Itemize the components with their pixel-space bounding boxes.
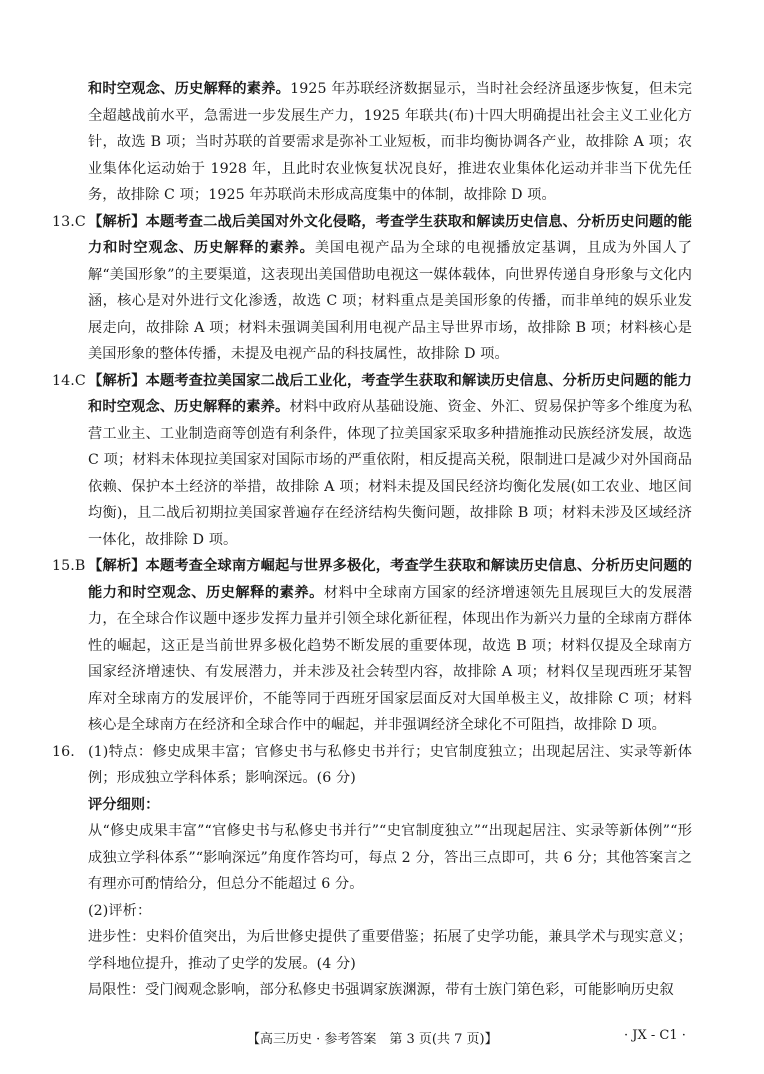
q14-analysis-bold: 【解析】本题考查拉美国家二战后工业化，考查学生获取和解读历史信息、分析历史问题的能力和时空观念、历史解释的素养。 bbox=[88, 372, 692, 415]
prev-lead-bold: 和时空观念、历史解释的素养。 bbox=[88, 81, 291, 97]
footer-code: · JX - C1 · bbox=[624, 1028, 686, 1043]
q13-number: 13.C bbox=[52, 213, 86, 230]
q16-limit: 局限性：受门阀观念影响，部分私修史书强调家族渊源，带有士族门第色彩，可能影响历史叙 bbox=[88, 982, 674, 998]
q15-text: 材料中全球南方国家的经济增速领先且展现巨大的发展潜力，在全球合作议题中逐步发挥力量并引领全球化新征程，体现出作为新兴力量的全球南方群体性的崛起，这正是当前世界多极化趋势不断发展的重要体现，故选 B 项；材料仅提及全球南方国家经济增速快、有发展潜力，并未涉及社会转型内容，故排除 A 项；材料仅呈现西班牙某智库对全球南方的发展评价，不能等同于西班牙国家层面反对大国单极主义，故排除 C 项；材料核心是全球南方在经济和全球合作中的崛起，并非强调经济全球化不可阻挡，故排除 D 项。 bbox=[88, 584, 692, 733]
footer-page-info: 【高三历史 · 参考答案 第 3 页(共 7 页)】 bbox=[247, 1032, 498, 1047]
prev-answer-continuation bbox=[88, 76, 692, 209]
q15-number: 15.B bbox=[52, 558, 86, 574]
q16-progress: 进步性：史料价值突出，为后世修史提供了重要借鉴；拓展了史学功能，兼具学术与现实意义；学科地位提升，推动了史学的发展。(4 分) bbox=[88, 929, 692, 972]
q16-part1-text: (1)特点：修史成果丰富；官修史书与私修史书并行；史官制度独立；出现起居注、实录等新体例；形成独立学科体系；影响深远。(6 分) bbox=[88, 743, 692, 786]
q16-part2-title: (2)评析： bbox=[88, 902, 152, 919]
q16-number: 16. bbox=[52, 743, 75, 760]
question-16-part1 bbox=[52, 739, 692, 792]
q14-text: 材料中政府从基础设施、资金、外汇、贸易保护等多个维度为私营工业主、工业制造商等创造有利条件，体现了拉美国家采取多种措施推动民族经济发展，故选 C 项；材料未体现拉美国家对国际市场的严重依附，相反提高关税，限制进口是减少对外国商品依赖、保护本土经济的举措，故排除 A 项；材料未提及国民经济均衡化发展(如工农业、地区间均衡)，且二战后初期拉美国家普遍存在经济结构失衡问题，故排除 B 项；材料未涉及区域经济一体化，故排除 D 项。 bbox=[88, 399, 692, 548]
q16-rubric-title: 评分细则： bbox=[88, 796, 160, 813]
question-15 bbox=[52, 553, 692, 739]
answer-page bbox=[52, 76, 692, 1004]
question-14 bbox=[52, 368, 692, 554]
q13-analysis-bold: 【解析】本题考查二战后美国对外文化侵略，考查学生获取和解读历史信息、分析历史问题的能力和时空观念、历史解释的素养。 bbox=[88, 213, 692, 256]
q16-rubric-text: 从“修史成果丰富”“官修史书与私修史书并行”“史官制度独立”“出现起居注、实录等新体例”“形成独立学科体系”“影响深远”角度作答均可，每点 2 分，答出三点即可，共 6 分；其他答案言之有理亦可酌情给分，但总分不能超过 6 分。 bbox=[88, 823, 692, 892]
q15-analysis-bold: 【解析】本题考查全球南方崛起与世界多极化，考查学生获取和解读历史信息、分析历史问题的能力和时空观念、历史解释的素养。 bbox=[88, 558, 692, 601]
prev-text: 1925 年苏联经济数据显示，当时社会经济虽逐步恢复，但未完全超越战前水平，急需进一步发展生产力，1925 年联共(布)十四大明确提出社会主义工业化方针，故选 B 项；当时苏联的首要需求是弥补工业短板，而非均衡协调各产业，故排除 A 项；农业集体化运动始于 1928 年，且此时农业恢复状况良好，推进农业集体化运动并非当下优先任务，故排除 C 项；1925 年苏联尚未形成高度集中的体制，故排除 D 项。 bbox=[88, 81, 692, 203]
q13-text: 美国电视产品为全球的电视播放定基调，且成为外国人了解“美国形象”的主要渠道，这表现出美国借助电视这一媒体载体，向世界传递自身形象与文化内涵，核心是对外进行文化渗透，故选 C 项；材料重点是美国形象的传播，而非单纯的娱乐业发展走向，故排除 A 项；材料未强调美国利用电视产品主导世界市场，故排除 B 项；材料核心是美国形象的整体传播，未提及电视产品的科技属性，故排除 D 项。 bbox=[88, 240, 692, 362]
q14-number: 14.C bbox=[52, 372, 86, 389]
question-13 bbox=[52, 209, 692, 368]
